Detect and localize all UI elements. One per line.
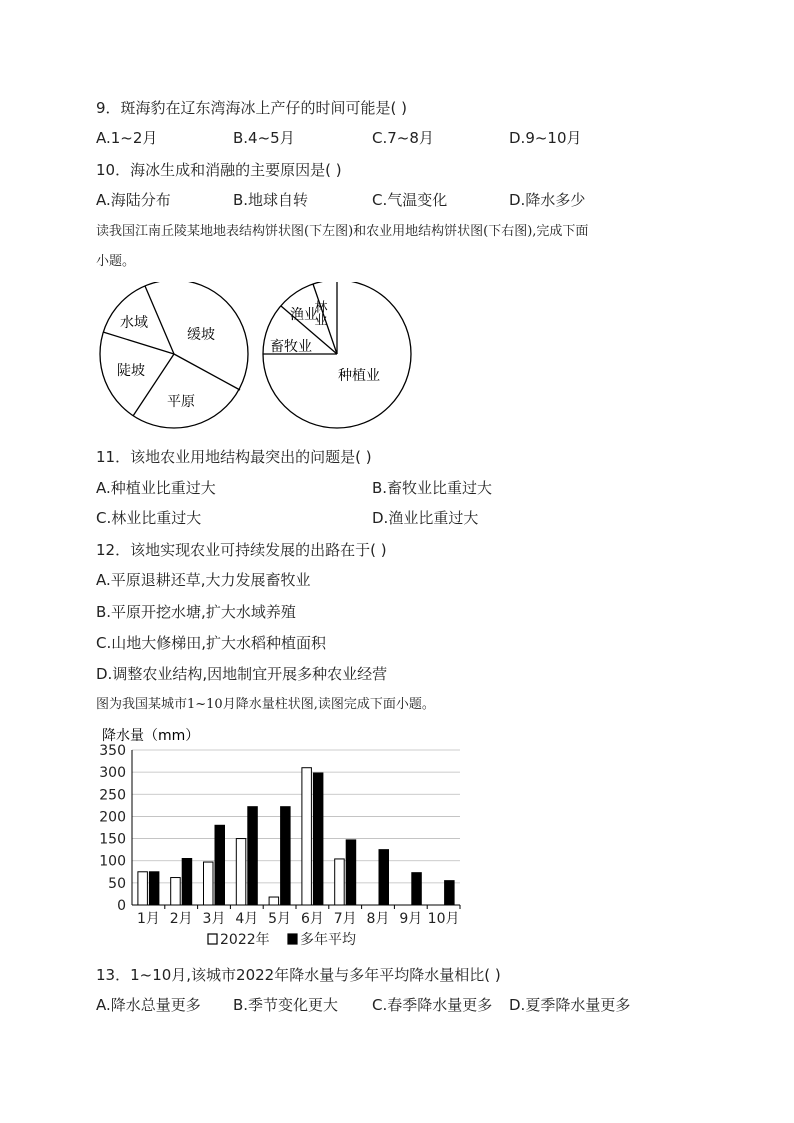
legend-label-average: 多年平均 xyxy=(300,932,356,948)
bar-series-average xyxy=(313,773,323,905)
bar-series-average xyxy=(248,807,257,905)
pie-right-label-fishery: 渔业 xyxy=(290,307,318,323)
pie-left-label-steep-slope: 陡坡 xyxy=(117,363,145,379)
q13-option-b: B.季节变化更大 xyxy=(233,996,339,1014)
pie-left-label-water: 水域 xyxy=(120,315,148,331)
q13-option-a: A.降水总量更多 xyxy=(96,996,201,1014)
q11-option-c: C.林业比重过大 xyxy=(96,509,202,527)
legend-swatch-2022 xyxy=(208,934,217,944)
legend-label-2022: 2022年 xyxy=(220,932,270,948)
bar-series-2022 xyxy=(269,897,279,905)
pie-right-label-planting: 种植业 xyxy=(338,368,380,384)
precipitation-bar-chart xyxy=(0,718,794,958)
q11-option-d: D.渔业比重过大 xyxy=(372,509,479,527)
q11-option-a: A.种植业比重过大 xyxy=(96,479,216,497)
q9-stem: 9．斑海豹在辽东湾海冰上产仔的时间可能是( ) xyxy=(96,99,408,117)
bar-series-2022 xyxy=(335,859,345,905)
bar-series-average xyxy=(281,807,291,905)
q13-stem: 13．1~10月,该城市2022年降水量与多年平均降水量相比( ) xyxy=(96,966,501,984)
bar-series-average xyxy=(346,840,356,905)
q13-option-d: D.夏季降水量更多 xyxy=(509,996,631,1014)
y-tick-label: 150 xyxy=(99,831,126,848)
q10-option-d: D.降水多少 xyxy=(509,191,586,209)
q9-option-b: B.4~5月 xyxy=(233,129,295,147)
q11-option-b: B.畜牧业比重过大 xyxy=(372,479,493,497)
y-tick-label: 200 xyxy=(99,809,126,826)
pie-right xyxy=(263,282,411,428)
q10-option-a: A.海陆分布 xyxy=(96,191,171,209)
q12-stem: 12．该地实现农业可持续发展的出路在于( ) xyxy=(96,541,387,559)
pie-charts xyxy=(0,282,794,432)
y-tick-label: 50 xyxy=(108,875,126,892)
q9-option-a: A.1~2月 xyxy=(96,129,158,147)
q10-option-b: B.地球自转 xyxy=(233,191,309,209)
bar-series-average xyxy=(445,881,455,905)
q12-option-c: C.山地大修梯田,扩大水稻种植面积 xyxy=(96,634,327,652)
bar-series-average xyxy=(149,872,159,905)
x-tick-label: 9月 xyxy=(399,911,423,927)
y-tick-label: 100 xyxy=(99,853,126,870)
x-tick-label: 5月 xyxy=(268,911,292,927)
x-tick-label: 2月 xyxy=(169,911,193,927)
bar-series-2022 xyxy=(302,768,312,905)
bar-series-2022 xyxy=(236,839,246,905)
q13-option-c: C.春季降水量更多 xyxy=(372,996,493,1014)
bar-series-average xyxy=(379,850,389,905)
pie-right-label-forestry: 林业 xyxy=(311,300,327,326)
bar-series-average xyxy=(412,873,422,905)
x-tick-label: 10月 xyxy=(427,911,460,927)
bar-series-2022 xyxy=(138,872,148,905)
x-tick-label: 4月 xyxy=(235,911,259,927)
legend-swatch-average xyxy=(288,934,297,944)
bar-series-2022 xyxy=(204,862,214,905)
y-tick-label: 300 xyxy=(99,765,126,782)
q12-option-a: A.平原退耕还草,大力发展畜牧业 xyxy=(96,571,311,589)
q9-option-c: C.7~8月 xyxy=(372,129,434,147)
x-tick-label: 7月 xyxy=(333,911,357,927)
bar-series-average xyxy=(182,859,192,906)
q11-stem: 11．该地农业用地结构最突出的问题是( ) xyxy=(96,448,372,466)
x-tick-label: 3月 xyxy=(202,911,226,927)
x-tick-label: 8月 xyxy=(366,911,390,927)
y-tick-label: 350 xyxy=(99,743,126,759)
pie-right-label-husbandry: 畜牧业 xyxy=(270,339,312,355)
chart-ylabel: 降水量（mm） xyxy=(102,728,200,744)
pie-intro-line1: 读我国江南丘陵某地地表结构饼状图(下左图)和农业用地结构饼状图(下右图),完成下面 xyxy=(96,224,589,239)
x-tick-label: 1月 xyxy=(136,911,160,927)
y-tick-label: 250 xyxy=(99,787,126,804)
pie-intro-line2: 小题。 xyxy=(96,254,136,269)
q9-option-d: D.9~10月 xyxy=(509,129,582,147)
bar-intro: 图为我国某城市1~10月降水量柱状图,读图完成下面小题。 xyxy=(96,697,435,712)
bar-series-average xyxy=(215,825,225,905)
q12-option-d: D.调整农业结构,因地制宜开展多种农业经营 xyxy=(96,665,388,683)
q10-option-c: C.气温变化 xyxy=(372,191,448,209)
bar-series-2022 xyxy=(171,878,181,905)
x-tick-label: 6月 xyxy=(300,911,324,927)
pie-left-label-plain: 平原 xyxy=(167,394,195,410)
pie-left-label-gentle-slope: 缓坡 xyxy=(187,327,215,343)
q12-option-b: B.平原开挖水塘,扩大水域养殖 xyxy=(96,603,296,621)
q10-stem: 10．海冰生成和消融的主要原因是( ) xyxy=(96,161,342,179)
y-tick-label: 0 xyxy=(117,898,126,914)
